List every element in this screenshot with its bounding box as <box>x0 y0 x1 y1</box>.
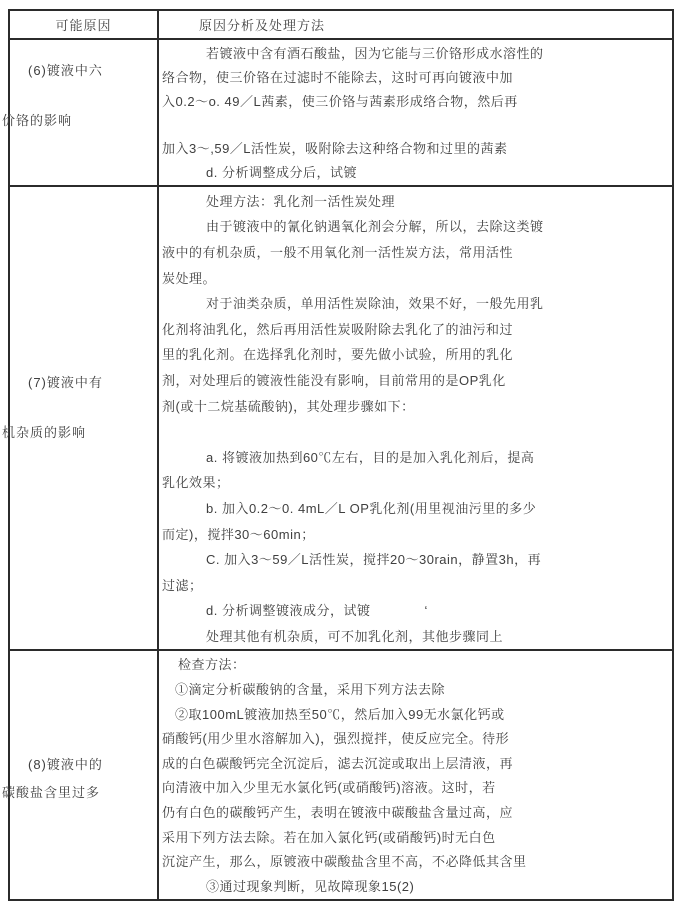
text-line: 炭处理。 <box>162 270 217 286</box>
text-line: 而定)，搅拌30～60min； <box>162 526 315 542</box>
table-header-row <box>9 10 673 39</box>
text-line: 仍有白色的碳酸钙产生，表明在镀液中碳酸盐含量过高，应 <box>162 805 514 821</box>
text-line: 向清液中加入少里无水氯化钙(或硝酸钙)溶液。这时，若 <box>162 780 496 796</box>
text-line: 络合物，使三价铬在过滤时不能除去，这时可再向镀液中加 <box>162 69 514 85</box>
header-analysis-treatment: 原因分析及处理方法 <box>158 10 673 39</box>
text-line: a. 将镀液加热到60℃左右，目的是加入乳化剂后，提高 <box>206 449 535 465</box>
text-line: 过滤； <box>162 577 203 593</box>
text-line: d. 分析调整成分后，试镀 <box>206 164 357 180</box>
text-line: b. 加入0.2～0. 4mL／L OP乳化剂(用里视油污里的多少 <box>206 500 537 516</box>
text-line <box>162 419 672 445</box>
text-line: 对于油类杂质，单用活性炭除油，效果不好，一般先用乳 <box>206 296 544 312</box>
text-line: ③通过现象判断，见故障现象15(2) <box>206 878 415 894</box>
detail-text-block <box>162 189 672 650</box>
text-line: 剂(或十二烷基硫酸钠)，其处理步骤如下： <box>162 398 415 414</box>
table-row <box>9 39 673 186</box>
cause-cell-6 <box>2 39 158 186</box>
cause-cell-7 <box>2 186 158 651</box>
text-line: 硝酸钙(用少里水溶解加入)，强烈搅拌，使反应完全。待形 <box>162 731 510 747</box>
cause-label: (7)镀液中有 <box>28 374 103 390</box>
text-line: 处理其他有机杂质，可不加乳化剂，其他步骤同上 <box>206 628 504 644</box>
header-possible-cause: 可能原因 <box>9 10 158 39</box>
detail-cell-6 <box>158 39 673 186</box>
text-line: C. 加入3～59／L活性炭，搅拌20～30rain，静置3h，再 <box>206 552 542 568</box>
table-row <box>9 650 673 900</box>
text-line: ②取100mL镀液加热至50℃，然后加入99无水氯化钙或 <box>175 706 505 722</box>
cause-label: 价铬的影响 <box>2 113 73 128</box>
text-line: 液中的有机杂质，一般不用氧化剂一活性炭方法，常用活性 <box>162 244 514 260</box>
text-line: 乳化效果； <box>162 475 230 491</box>
detail-cell-7 <box>158 186 673 651</box>
text-line: 处理方法：乳化剂一活性炭处理 <box>206 193 396 209</box>
text-line: d. 分析调整镀液成分，试镀 ‘ <box>206 603 428 619</box>
troubleshooting-table <box>2 9 674 901</box>
text-line: 成的白色碳酸钙完全沉淀后，滤去沉淀或取出上层清液，再 <box>162 755 514 771</box>
detail-cell-8 <box>158 650 673 900</box>
text-line: 采用下列方法去除。若在加入氯化钙(或硝酸钙)时无白色 <box>162 829 496 845</box>
text-line: 检查方法： <box>178 657 246 673</box>
cause-label: 机杂质的影响 <box>2 424 87 440</box>
cause-label: (8)镀液中的 <box>28 757 103 773</box>
text-line: 加入3～,59／L活性炭，吸附除去这种络合物和过里的茜素 <box>162 141 508 157</box>
text-line: ①滴定分析碳酸钠的含量，采用下列方法去除 <box>175 682 446 698</box>
table-row <box>9 186 673 651</box>
text-line: 入0.2～o. 49／L茜素，使三价铬与茜素形成络合物，然后再 <box>162 93 518 109</box>
cause-cell-8 <box>2 650 158 900</box>
detail-text-block <box>162 653 672 899</box>
cause-label: 碳酸盐含里过多 <box>2 785 101 801</box>
text-line <box>162 113 672 137</box>
cause-label: (6)镀液中六 <box>28 63 103 78</box>
text-line: 沉淀产生，那么，原镀液中碳酸盐含里不高，不必降低其含里 <box>162 854 527 870</box>
text-line: 由于镀液中的氰化钠遇氧化剂会分解，所以，去除这类镀 <box>206 219 544 235</box>
detail-text-block <box>162 42 672 185</box>
text-line: 剂，对处理后的镀液性能没有影响，目前常用的是OP乳化 <box>162 372 506 388</box>
text-line: 里的乳化剂。在选择乳化剂时，要先做小试验，所用的乳化 <box>162 347 514 363</box>
text-line: 若镀液中含有酒石酸盐，因为它能与三价铬形成水溶性的 <box>206 46 544 61</box>
text-line: 化剂将油乳化，然后再用活性炭吸附除去乳化了的油污和过 <box>162 321 514 337</box>
